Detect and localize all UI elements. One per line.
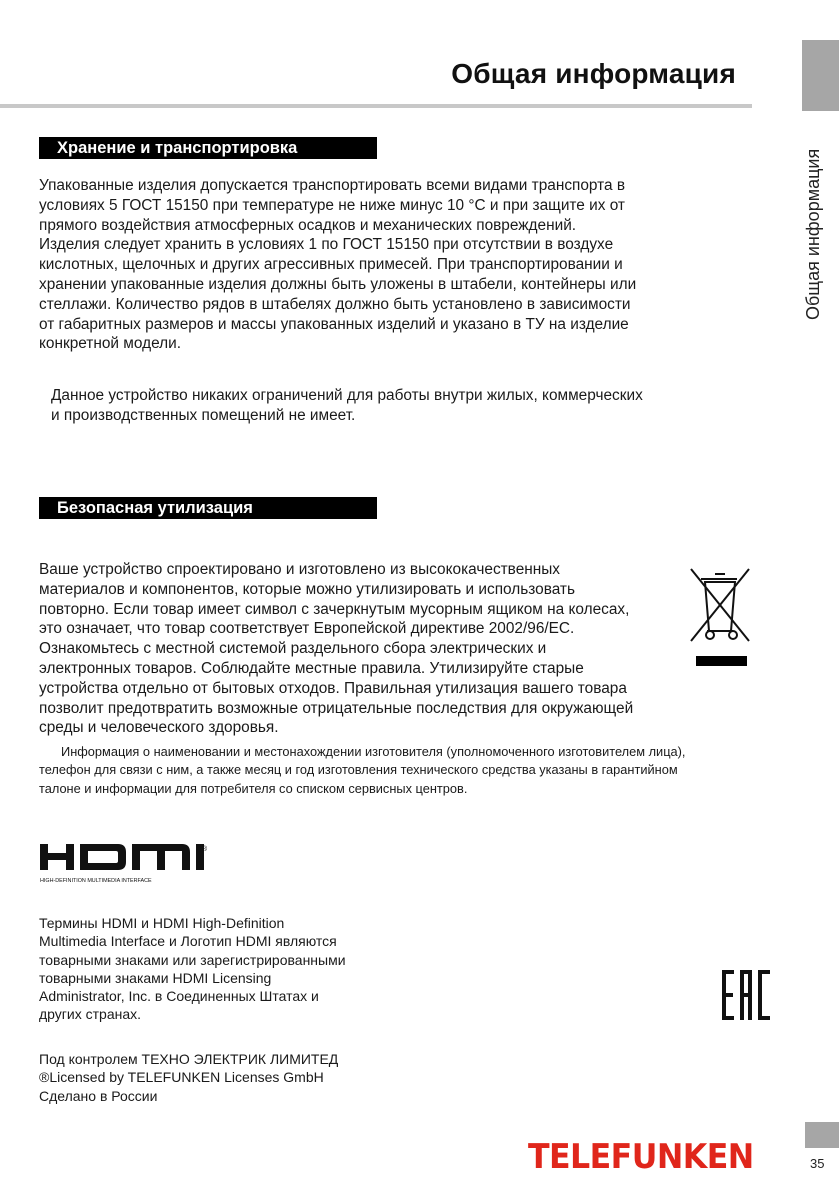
title-rule	[0, 104, 752, 108]
manufacturer-info: Информация о наименовании и местонахождении изготовителя (уполномоченного изготовителем лица), телефон для связи с ним, а также месяц и год изготовления технического средства указаны в гарантийном талоне и информации для потребителя со списком сервисных центров.	[39, 744, 686, 796]
hdmi-tagline: HIGH-DEFINITION MULTIMEDIA INTERFACE	[40, 878, 152, 884]
side-section-label: Общая информация	[803, 148, 823, 320]
text-line: товарными знаками HDMI Licensing	[39, 969, 272, 986]
text-line: устройства отдельно от бытовых отходов. Правильная утилизация вашего товара	[39, 679, 627, 697]
disposal-heading: Безопасная утилизация	[39, 497, 377, 519]
registered-mark: ®	[202, 846, 208, 853]
text-line: кислотных, щелочных и других агрессивных примесей. При транспортировании и	[39, 256, 623, 274]
text-line: материалов и компонентов, которые можно утилизировать и использовать	[39, 580, 575, 598]
text-line: Сделано в России	[39, 1087, 158, 1104]
bin-underline-bar	[696, 656, 747, 666]
footer-info	[39, 1050, 338, 1105]
hdmi-trademark-paragraph	[39, 914, 346, 1024]
text-line: Под контролем ТЕХНО ЭЛЕКТРИК ЛИМИТЕД	[39, 1051, 339, 1067]
text-line: среды и человеческого здоровья.	[39, 719, 279, 737]
hdmi-logo	[40, 842, 215, 888]
page-number: 35	[810, 1156, 825, 1171]
text-line: от габаритных размеров и массы упакованных изделий и указано в ТУ на изделие	[39, 315, 629, 333]
text-line: ®Licensed by TELEFUNKEN Licenses GmbH	[39, 1069, 324, 1086]
text-line: Multimedia Interface и Логотип HDMI являются	[39, 933, 337, 950]
telefunken-logo: TELEFUNKEN	[528, 1137, 754, 1177]
crossed-out-wheeled-bin-icon	[687, 565, 753, 645]
text-line: стеллажи. Количество рядов в штабелях должно быть установлено в зависимости	[39, 295, 631, 313]
text-line: условиях 5 ГОСТ 15150 при температуре не ниже минус 10 °С и при защите их от	[39, 196, 625, 214]
text-line: это означает, что товар соответствует Европейской директиве 2002/96/EC.	[39, 620, 575, 638]
text-line: позволит предотвратить возможные отрицательные последствия для окружающей	[39, 699, 634, 717]
text-line: Данное устройство никаких ограничений для работы внутри жилых, коммерческих	[51, 387, 643, 404]
text-line: конкретной модели.	[39, 335, 181, 353]
text-line: хранении упакованные изделия должны быть уложены в штабели, контейнеры или	[39, 275, 637, 293]
text-line: Ознакомьтесь с местной системой раздельного сбора электрических и	[39, 640, 547, 658]
text-line: других странах.	[39, 1006, 142, 1023]
eac-logo	[722, 970, 772, 1020]
text-line: Изделия следует хранить в условиях 1 по ГОСТ 15150 при отсутствии в воздухе	[39, 236, 614, 254]
text-line: товарными знаками или зарегистрированными	[39, 951, 346, 968]
text-line: Упакованные изделия допускается транспортировать всеми видами транспорта в	[39, 177, 626, 194]
usage-paragraph	[51, 386, 643, 426]
storage-paragraph	[39, 176, 636, 354]
side-tab-marker	[802, 40, 839, 111]
text-line: Administrator, Inc. в Соединенных Штатах и	[39, 988, 319, 1005]
text-line: повторно. Если товар имеет символ с зачеркнутым мусорным ящиком на колесах,	[39, 600, 630, 618]
disposal-paragraph	[39, 560, 633, 738]
text-line: и производственных помещений не имеет.	[51, 406, 356, 424]
storage-heading: Хранение и транспортировка	[39, 137, 377, 159]
text-line: Ваше устройство спроектировано и изготовлено из высококачественных	[39, 561, 561, 578]
text-line: Термины HDMI и HDMI High-Definition	[39, 915, 285, 931]
text-line: прямого воздействия атмосферных осадков и механических повреждений.	[39, 216, 577, 234]
page-title: Общая информация	[451, 58, 736, 89]
text-line: электронных товаров. Соблюдайте местные правила. Утилизируйте старые	[39, 659, 584, 677]
page-tab-marker	[805, 1122, 839, 1148]
